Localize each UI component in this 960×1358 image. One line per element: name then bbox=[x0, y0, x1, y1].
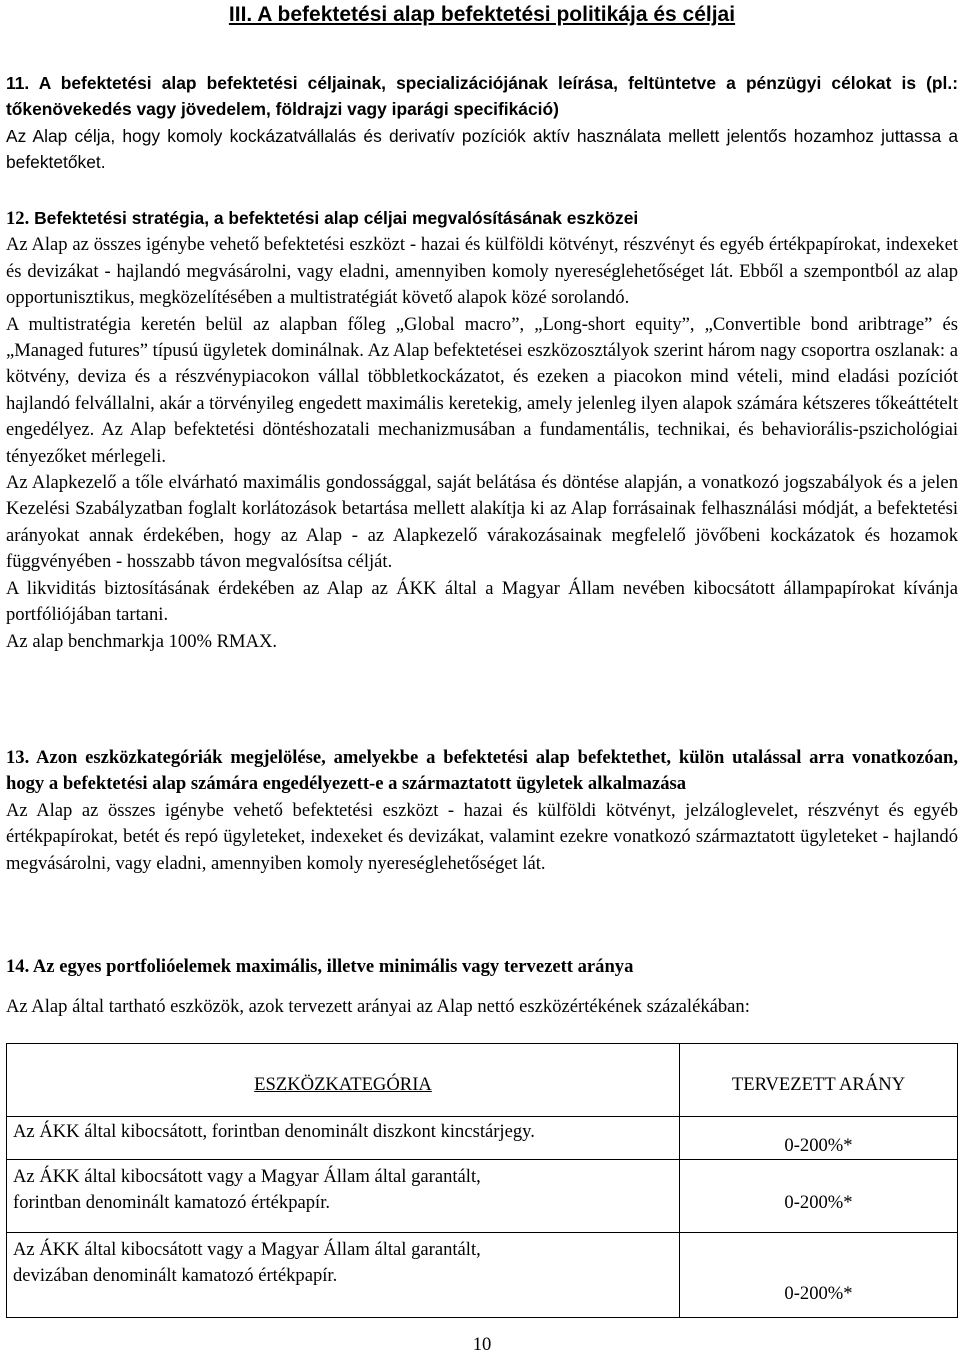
table-cell-ratio bbox=[680, 1233, 958, 1318]
row-3-category-line-1: Az ÁKK által kibocsátott vagy a Magyar Állam által garantált, bbox=[13, 1239, 481, 1261]
section-12-paragraph-5: Az alap benchmarkja 100% RMAX. bbox=[6, 630, 278, 652]
column-header-category bbox=[7, 1044, 680, 1117]
column-header-ratio bbox=[680, 1044, 958, 1117]
section-13-body: Az Alap az összes igénybe vehető befektetési eszközt - hazai és külföldi kötvényt, jelzáloglevelet, részvényt és egyéb értékpapírokat, betét és repó ügyleteket, indexeket és devizákat, valamint ezekre vonatkozó származtatott ügyleteket - hajlandó megvásárolni, vagy eladni, amennyiben komoly nyereséglehetőséget lát. bbox=[6, 799, 958, 874]
section-11-heading: 11. A befektetési alap befektetési céljainak, specializációjának leírása, feltüntetve a pénzügyi célokat is (pl.: tőkenövekedés vagy jövedelem, földrajzi vagy iparági specifikáció) bbox=[6, 73, 958, 120]
table-cell-ratio bbox=[680, 1117, 958, 1160]
row-1-ratio: 0-200%* bbox=[784, 1135, 853, 1156]
column-header-ratio-label: TERVEZETT ARÁNY bbox=[731, 1074, 906, 1095]
section-13 bbox=[6, 745, 958, 877]
section-14-heading: 14. Az egyes portfolióelemek maximális, illetve minimális vagy tervezett aránya bbox=[6, 956, 634, 977]
section-title: III. A befektetési alap befektetési politikája és céljai bbox=[228, 3, 736, 26]
row-1-category: Az ÁKK által kibocsátott, forintban denominált diszkont kincstárjegy. bbox=[13, 1121, 535, 1142]
section-13-heading: 13. Azon eszközkategóriák megjelölése, amelyekbe a befektetési alap befektethet, külön utalással arra vonatkozóan, hogy a befektetési alap számára engedélyezett-e a származtatott ügyletek alkalmazása bbox=[6, 747, 958, 795]
row-3-ratio: 0-200%* bbox=[784, 1283, 853, 1305]
section-12 bbox=[6, 205, 958, 655]
row-2-ratio: 0-200%* bbox=[784, 1192, 853, 1214]
section-12-heading bbox=[6, 205, 958, 232]
row-2-category-line-1: Az ÁKK által kibocsátott vagy a Magyar Állam által garantált, bbox=[13, 1166, 481, 1188]
section-12-paragraph-4: A likviditás biztosításának érdekében az Alap az ÁKK által a Magyar Állam nevében kibocsátott állampapírokat kívánja portfóliójában tartani. bbox=[6, 577, 958, 626]
section-11 bbox=[6, 70, 958, 176]
section-11-body: Az Alap célja, hogy komoly kockázatvállalás és derivatív pozíciók aktív használata mellett jelentős hozamhoz juttassa a befektetőket. bbox=[6, 125, 958, 173]
section-12-heading-text: Befektetési stratégia, a befektetési alap céljai megvalósításának eszközei bbox=[34, 208, 639, 228]
row-2-category-line-2: forintban denominált kamatozó értékpapír. bbox=[13, 1192, 331, 1214]
section-12-paragraph-1: Az Alap az összes igénybe vehető befektetési eszközt - hazai és külföldi kötvényt, részvényt és egyéb értékpapírokat, indexeket és devizákat - hajlandó megvásárolni, vagy eladni, amennyiben komoly nyereséglehetőséget lát. Ebből a szempontból az alap opportunisztikus, megközelítésében a multistratégiát követő alapok közé sorolandó. bbox=[6, 234, 958, 309]
row-3-category-line-2: devizában denominált kamatozó értékpapír. bbox=[13, 1265, 338, 1287]
page-number: 10 bbox=[472, 1334, 492, 1355]
section-12-number: 12. bbox=[6, 208, 30, 229]
section-14-intro: Az Alap által tartható eszközök, azok tervezett arányai az Alap nettó eszközértékének százalékában: bbox=[6, 996, 750, 1018]
table-header-row bbox=[7, 1044, 958, 1117]
section-12-paragraph-2: A multistratégia keretén belül az alapban főleg „Global macro”, „Long-short equity”, „Convertible bond aribtrage” és „Managed futures” típusú ügyletek dominálnak. Az Alap befektetései eszközosztályok szerint három nagy csoportra oszlanak: a kötvény, deviza és a részvénypiacokon vállal többletkockázatot, és ezeken a piacokon mind vételi, mind eladási pozíciót hajlandó felvállalni, akár a törvényileg engedett maximális keretekig, amely jelenleg ilyen alapok számára kétszeres tőkeáttételt engedélyez. Az Alap befektetési döntéshozatali mechanizmusában a fundamentális, technikai, és behaviorális-pszichológiai tényezőket mérlegeli. bbox=[6, 313, 958, 467]
table-cell-category bbox=[7, 1160, 680, 1233]
section-12-paragraph-3: Az Alapkezelő a tőle elvárható maximális gondossággal, saját belátása és döntése alapján, a vonatkozó jogszabályok és a jelen Kezelési Szabályzatban foglalt korlátozások betartása mellett alakítja ki az Alap forrásainak felhasználási módját, a befektetési arányokat annak érdekében, hogy az Alap - az Alapkezelő várakozásainak megfelelő jövőbeni kockázatok és hozamok függvényében - hosszabb távon megvalósítsa célját. bbox=[6, 472, 958, 573]
table-cell-category bbox=[7, 1233, 680, 1318]
column-header-category-label: ESZKÖZKATEGÓRIA bbox=[254, 1074, 432, 1095]
section-14 bbox=[6, 954, 958, 1021]
table-cell-ratio bbox=[680, 1160, 958, 1233]
table-row bbox=[7, 1233, 958, 1318]
table-cell-category bbox=[7, 1117, 680, 1160]
table-row bbox=[7, 1117, 958, 1160]
table-row bbox=[7, 1160, 958, 1233]
allocation-table bbox=[6, 1043, 958, 1318]
